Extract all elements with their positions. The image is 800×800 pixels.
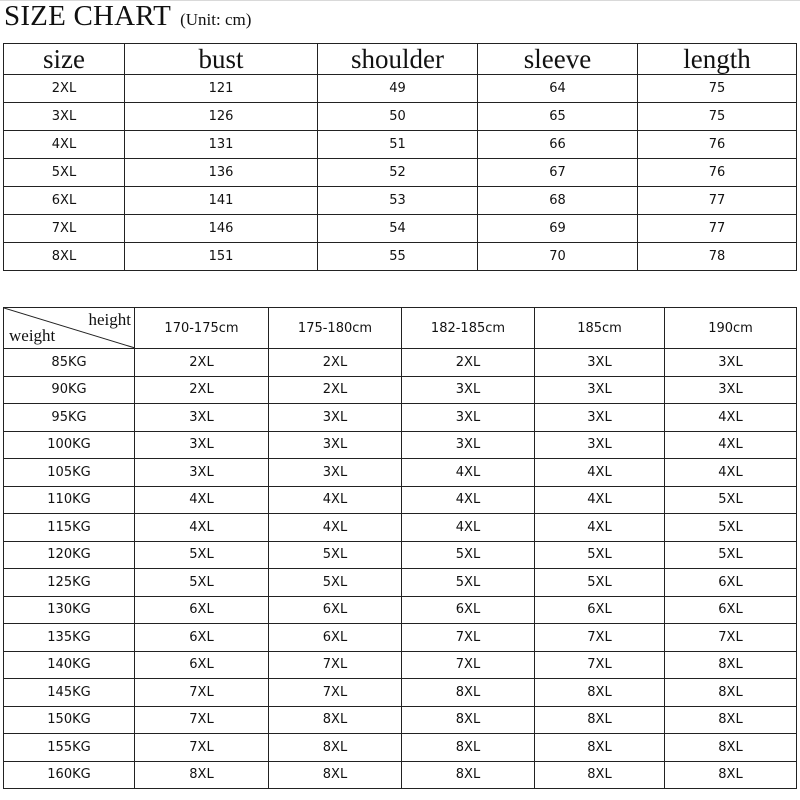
size-cell: 5XL <box>4 159 125 187</box>
size-chart-title <box>4 0 251 44</box>
size-recommendation-cell: 3XL <box>665 376 797 404</box>
measurement-cell: 126 <box>125 103 318 131</box>
table-row <box>4 706 797 734</box>
table-row <box>4 349 797 377</box>
measurement-cell: 55 <box>318 243 478 271</box>
weight-cell: 150KG <box>4 706 135 734</box>
size-recommendation-cell: 4XL <box>135 486 269 514</box>
measurement-cell: 78 <box>638 243 797 271</box>
measurement-cell: 69 <box>478 215 638 243</box>
measurement-cell: 75 <box>638 103 797 131</box>
size-recommendation-cell: 7XL <box>269 651 402 679</box>
weight-cell: 130KG <box>4 596 135 624</box>
size-recommendation-cell: 6XL <box>135 596 269 624</box>
weight-cell: 120KG <box>4 541 135 569</box>
weight-cell: 85KG <box>4 349 135 377</box>
size-recommendation-cell: 3XL <box>535 376 665 404</box>
column-header-bust: bust <box>125 44 318 75</box>
size-cell: 4XL <box>4 131 125 159</box>
size-recommendation-cell: 8XL <box>269 761 402 789</box>
size-recommendation-cell: 6XL <box>135 624 269 652</box>
table-row <box>4 624 797 652</box>
size-recommendation-cell: 5XL <box>402 569 535 597</box>
size-recommendation-cell: 4XL <box>535 514 665 542</box>
measurement-cell: 67 <box>478 159 638 187</box>
size-recommendation-cell: 5XL <box>665 514 797 542</box>
size-recommendation-cell: 8XL <box>665 761 797 789</box>
table-row <box>4 159 797 187</box>
size-recommendation-cell: 2XL <box>269 349 402 377</box>
size-recommendation-cell: 6XL <box>535 596 665 624</box>
size-recommendation-cell: 6XL <box>269 624 402 652</box>
size-recommendation-cell: 6XL <box>665 596 797 624</box>
table-row <box>4 761 797 789</box>
size-recommendation-cell: 4XL <box>269 514 402 542</box>
size-cell: 3XL <box>4 103 125 131</box>
size-recommendation-cell: 3XL <box>402 404 535 432</box>
size-cell: 2XL <box>4 75 125 103</box>
size-recommendation-cell: 5XL <box>135 569 269 597</box>
measurement-cell: 68 <box>478 187 638 215</box>
height-header-cell: 175-180cm <box>269 308 402 349</box>
size-recommendation-cell: 5XL <box>269 569 402 597</box>
measurement-cell: 75 <box>638 75 797 103</box>
size-recommendation-cell: 3XL <box>135 459 269 487</box>
size-recommendation-cell: 3XL <box>135 431 269 459</box>
size-recommendation-cell: 3XL <box>665 349 797 377</box>
size-recommendation-cell: 8XL <box>535 734 665 762</box>
measurement-table <box>3 43 797 271</box>
size-recommendation-cell: 2XL <box>402 349 535 377</box>
size-recommendation-cell: 7XL <box>535 651 665 679</box>
size-recommendation-cell: 2XL <box>135 376 269 404</box>
measurement-cell: 146 <box>125 215 318 243</box>
table-row <box>4 404 797 432</box>
table-row <box>4 131 797 159</box>
measurement-cell: 141 <box>125 187 318 215</box>
measurement-cell: 49 <box>318 75 478 103</box>
size-recommendation-cell: 5XL <box>535 541 665 569</box>
size-recommendation-cell: 4XL <box>665 404 797 432</box>
height-header-cell: 182-185cm <box>402 308 535 349</box>
weight-cell: 115KG <box>4 514 135 542</box>
measurement-cell: 70 <box>478 243 638 271</box>
weight-cell: 110KG <box>4 486 135 514</box>
size-recommendation-cell: 2XL <box>269 376 402 404</box>
size-recommendation-cell: 8XL <box>269 706 402 734</box>
weight-cell: 140KG <box>4 651 135 679</box>
measurement-cell: 121 <box>125 75 318 103</box>
size-recommendation-cell: 3XL <box>535 404 665 432</box>
size-recommendation-cell: 3XL <box>269 404 402 432</box>
column-header-sleeve: sleeve <box>478 44 638 75</box>
size-recommendation-cell: 8XL <box>665 651 797 679</box>
table-row <box>4 514 797 542</box>
measurement-cell: 76 <box>638 159 797 187</box>
measurement-cell: 77 <box>638 187 797 215</box>
size-cell: 6XL <box>4 187 125 215</box>
column-header-length: length <box>638 44 797 75</box>
column-header-shoulder: shoulder <box>318 44 478 75</box>
table-row <box>4 596 797 624</box>
measurement-cell: 54 <box>318 215 478 243</box>
measurement-cell: 65 <box>478 103 638 131</box>
table-row <box>4 75 797 103</box>
table-row <box>4 651 797 679</box>
corner-weight-label: weight <box>9 326 56 345</box>
size-recommendation-cell: 4XL <box>135 514 269 542</box>
measurement-cell: 131 <box>125 131 318 159</box>
size-recommendation-cell: 7XL <box>269 679 402 707</box>
size-recommendation-cell: 8XL <box>402 679 535 707</box>
size-recommendation-cell: 5XL <box>402 541 535 569</box>
table-row <box>4 431 797 459</box>
size-recommendation-cell: 7XL <box>402 624 535 652</box>
column-header-size: size <box>4 44 125 75</box>
weight-cell: 145KG <box>4 679 135 707</box>
size-recommendation-cell: 8XL <box>665 679 797 707</box>
size-recommendation-cell: 7XL <box>402 651 535 679</box>
size-recommendation-cell: 3XL <box>135 404 269 432</box>
size-recommendation-cell: 3XL <box>535 431 665 459</box>
size-recommendation-cell: 6XL <box>665 569 797 597</box>
measurement-cell: 52 <box>318 159 478 187</box>
weight-cell: 90KG <box>4 376 135 404</box>
size-recommendation-cell: 3XL <box>535 349 665 377</box>
size-recommendation-cell: 7XL <box>535 624 665 652</box>
size-recommendation-cell: 7XL <box>135 734 269 762</box>
size-recommendation-cell: 3XL <box>269 459 402 487</box>
measurement-body <box>4 75 797 271</box>
size-recommendation-cell: 4XL <box>402 486 535 514</box>
size-recommendation-cell: 3XL <box>402 376 535 404</box>
title-text: SIZE CHART <box>4 0 172 32</box>
size-recommendation-cell: 3XL <box>269 431 402 459</box>
size-recommendation-cell: 8XL <box>535 706 665 734</box>
corner-header-cell <box>4 308 135 349</box>
measurement-cell: 51 <box>318 131 478 159</box>
height-header-cell: 190cm <box>665 308 797 349</box>
size-recommendation-cell: 6XL <box>135 651 269 679</box>
size-recommendation-cell: 8XL <box>535 679 665 707</box>
weight-cell: 135KG <box>4 624 135 652</box>
size-recommendation-cell: 8XL <box>535 761 665 789</box>
size-recommendation-cell: 8XL <box>665 706 797 734</box>
table-row <box>4 541 797 569</box>
fit-guide-table <box>3 307 797 789</box>
table-row <box>4 459 797 487</box>
table-row <box>4 486 797 514</box>
size-recommendation-cell: 8XL <box>135 761 269 789</box>
size-recommendation-cell: 4XL <box>269 486 402 514</box>
size-recommendation-cell: 7XL <box>135 679 269 707</box>
weight-cell: 125KG <box>4 569 135 597</box>
size-recommendation-cell: 8XL <box>665 734 797 762</box>
size-recommendation-cell: 8XL <box>402 761 535 789</box>
weight-cell: 160KG <box>4 761 135 789</box>
size-recommendation-cell: 6XL <box>269 596 402 624</box>
measurement-header-row <box>4 44 797 75</box>
size-recommendation-cell: 7XL <box>135 706 269 734</box>
size-recommendation-cell: 4XL <box>665 459 797 487</box>
size-recommendation-cell: 3XL <box>402 431 535 459</box>
size-recommendation-cell: 4XL <box>535 459 665 487</box>
corner-height-label: height <box>88 310 131 329</box>
measurement-cell: 77 <box>638 215 797 243</box>
table-row <box>4 569 797 597</box>
size-recommendation-cell: 8XL <box>269 734 402 762</box>
fit-guide-body <box>4 349 797 789</box>
size-cell: 7XL <box>4 215 125 243</box>
table-row <box>4 376 797 404</box>
table-row <box>4 679 797 707</box>
size-recommendation-cell: 7XL <box>665 624 797 652</box>
table-row <box>4 215 797 243</box>
height-header-cell: 185cm <box>535 308 665 349</box>
size-recommendation-cell: 4XL <box>402 459 535 487</box>
table-row <box>4 243 797 271</box>
measurement-cell: 64 <box>478 75 638 103</box>
measurement-cell: 53 <box>318 187 478 215</box>
size-recommendation-cell: 6XL <box>402 596 535 624</box>
measurement-cell: 66 <box>478 131 638 159</box>
weight-cell: 100KG <box>4 431 135 459</box>
weight-cell: 95KG <box>4 404 135 432</box>
size-recommendation-cell: 5XL <box>665 541 797 569</box>
table-row <box>4 103 797 131</box>
size-recommendation-cell: 8XL <box>402 734 535 762</box>
height-header-cell: 170-175cm <box>135 308 269 349</box>
measurement-cell: 136 <box>125 159 318 187</box>
size-recommendation-cell: 5XL <box>269 541 402 569</box>
size-recommendation-cell: 5XL <box>535 569 665 597</box>
measurement-cell: 151 <box>125 243 318 271</box>
size-recommendation-cell: 4XL <box>665 431 797 459</box>
size-recommendation-cell: 5XL <box>135 541 269 569</box>
unit-label: (Unit: cm) <box>180 10 252 29</box>
size-recommendation-cell: 4XL <box>402 514 535 542</box>
measurement-cell: 50 <box>318 103 478 131</box>
size-cell: 8XL <box>4 243 125 271</box>
size-recommendation-cell: 2XL <box>135 349 269 377</box>
fit-guide-header-row <box>4 308 797 349</box>
table-row <box>4 734 797 762</box>
measurement-cell: 76 <box>638 131 797 159</box>
size-recommendation-cell: 8XL <box>402 706 535 734</box>
table-row <box>4 187 797 215</box>
weight-cell: 105KG <box>4 459 135 487</box>
weight-cell: 155KG <box>4 734 135 762</box>
size-recommendation-cell: 5XL <box>665 486 797 514</box>
size-recommendation-cell: 4XL <box>535 486 665 514</box>
